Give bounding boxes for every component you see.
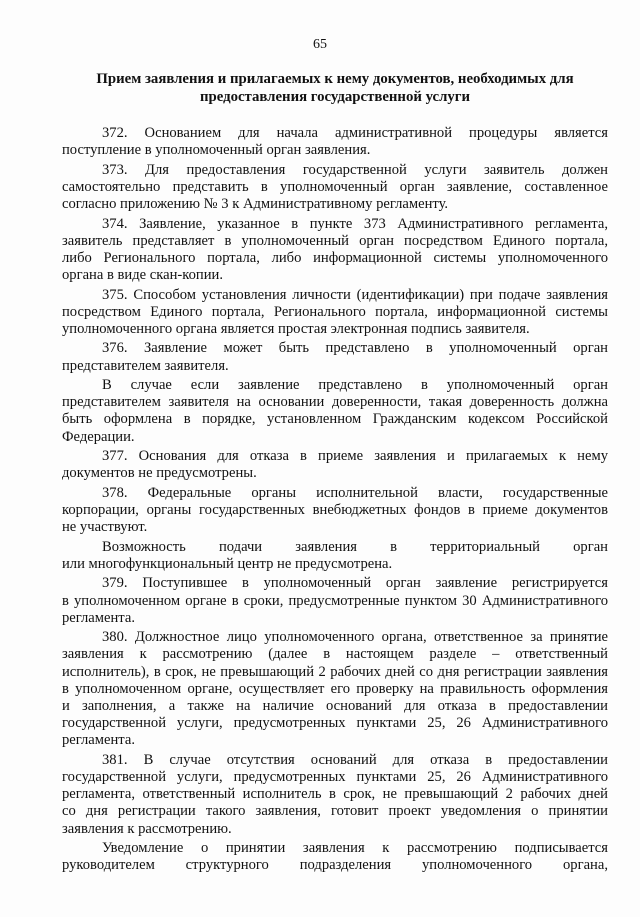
title-line: предоставления государственной услуги xyxy=(199,89,471,105)
text-line: руководителем структурного подразделения уполномоченного органа, xyxy=(62,857,608,874)
paragraph xyxy=(62,448,608,482)
paragraph xyxy=(62,752,608,838)
text-line: исполнитель), в срок, не превышающий 2 рабочих дней со дня регистрации заявления xyxy=(62,663,608,680)
text-line: государственной услуги, предусмотренных пунктами 25, 26 Административного xyxy=(62,715,608,732)
text-line: 373. Для предоставления государственной услуги заявитель должен xyxy=(102,161,608,178)
text-line: регламента. xyxy=(62,609,135,626)
text-line: Уведомление о принятии заявления к рассмотрению подписывается xyxy=(102,840,608,857)
text-line: 379. Поступившее в уполномоченный орган заявление регистрируется xyxy=(102,575,608,592)
paragraph xyxy=(62,340,608,374)
text-line: уполномоченного органа является простая электронная подпись заявителя. xyxy=(62,320,530,337)
text-line: представителем заявителя на основании доверенности, такая доверенность должна xyxy=(62,394,608,411)
text-line: представителем заявителя. xyxy=(62,357,229,374)
text-line: регламента, ответственный исполнитель в срок, не превышающий 2 рабочих дней xyxy=(62,786,608,803)
paragraph xyxy=(62,485,608,537)
text-line: 378. Федеральные органы исполнительной власти, государственные xyxy=(102,484,608,501)
text-line: поступление в уполномоченный орган заявления. xyxy=(62,142,371,159)
paragraph xyxy=(62,539,608,573)
paragraph xyxy=(62,575,608,627)
text-line: В случае если заявление представлено в уполномоченный орган xyxy=(102,377,608,394)
text-line: со дня регистрации такого заявления, готовит проект уведомления о принятии xyxy=(62,803,608,820)
page-number: 65 xyxy=(313,37,327,52)
paragraph xyxy=(62,216,608,285)
text-line: 374. Заявление, указанное в пункте 373 Административного регламента, xyxy=(102,215,608,232)
document-body xyxy=(62,125,608,877)
text-line: самостоятельно представить в уполномоченный орган заявление, составленное xyxy=(62,178,608,195)
text-line: посредством Единого портала, Регионального портала, информационной системы xyxy=(62,303,608,320)
text-line: органа в виде скан-копии. xyxy=(62,267,224,284)
text-line: 376. Заявление может быть представлено в уполномоченный орган xyxy=(102,340,608,357)
section-title xyxy=(62,70,608,106)
text-line: согласно приложению № 3 к Административному регламенту. xyxy=(62,196,449,213)
text-line: государственной услуги, предусмотренных пунктами 25, 26 Административного xyxy=(62,769,608,786)
text-line: в уполномоченном органе, осуществляет его проверку на правильность оформления xyxy=(62,680,608,697)
paragraph xyxy=(62,125,608,159)
text-line: не участвуют. xyxy=(62,519,148,536)
text-line: 380. Должностное лицо уполномоченного органа, ответственное за принятие xyxy=(102,629,608,646)
text-line: заявления к рассмотрению (далее в настоящем разделе – ответственный xyxy=(62,646,608,663)
paragraph xyxy=(62,840,608,874)
text-line: Федерации. xyxy=(62,428,135,445)
text-line: быть оформлена в порядке, установленном Гражданским кодексом Российской xyxy=(62,411,608,428)
text-line: 372. Основанием для начала административной процедуры является xyxy=(102,125,608,141)
text-line: или многофункциональный центр не предусмотрена. xyxy=(62,555,393,572)
text-line: и заполнения, а также на наличие оснований для отказа в предоставлении xyxy=(62,697,608,714)
text-line: регламента. xyxy=(62,732,135,749)
text-line: 377. Основания для отказа в приеме заявления и прилагаемых к нему xyxy=(102,448,608,465)
text-line: заявитель представляет в уполномоченный орган посредством Единого портала, xyxy=(62,232,608,249)
text-line: корпорации, органы государственных внебюджетных фондов в приеме документов xyxy=(62,502,608,519)
paragraph xyxy=(62,287,608,339)
text-line: в уполномоченном органе в сроки, предусмотренные пунктом 30 Административного xyxy=(62,592,608,609)
text-line: Возможность подачи заявления в территориальный орган xyxy=(102,538,608,555)
text-line: либо Регионального портала, либо информационной системы уполномоченного xyxy=(62,249,608,266)
text-line: документов не предусмотрены. xyxy=(62,465,257,482)
title-line: Прием заявления и прилагаемых к нему документов, необходимых для xyxy=(96,71,574,87)
text-line: 381. В случае отсутствия оснований для отказа в предоставлении xyxy=(102,751,608,768)
text-line: 375. Способом установления личности (идентификации) при подаче заявления xyxy=(102,286,608,303)
paragraph xyxy=(62,162,608,214)
paragraph xyxy=(62,629,608,749)
paragraph xyxy=(62,377,608,446)
text-line: заявления к рассмотрению. xyxy=(62,820,232,837)
